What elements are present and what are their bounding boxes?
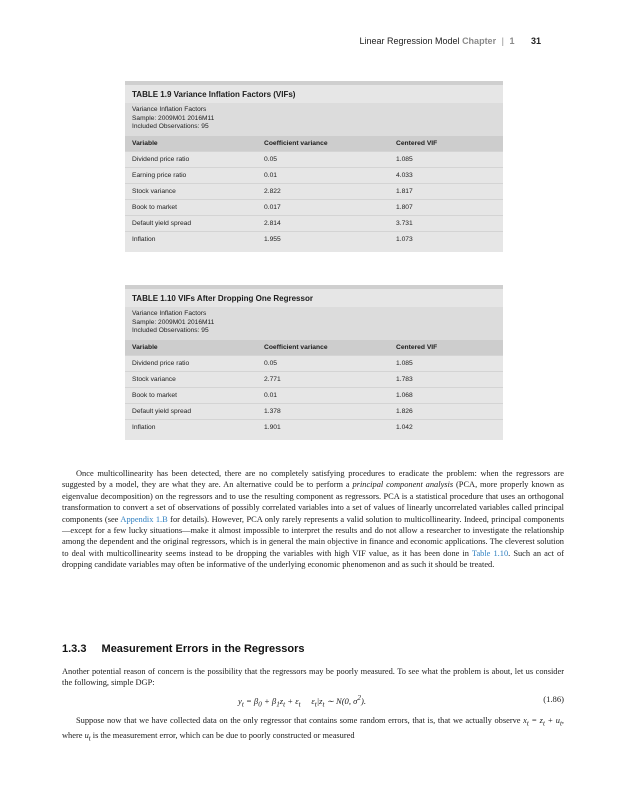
appendix-link[interactable]: Appendix 1.B: [120, 514, 168, 524]
table-cell: 0.01: [257, 167, 389, 183]
table-cell: Stock variance: [125, 183, 257, 199]
table-vif: [125, 81, 503, 252]
table-row: [125, 215, 503, 231]
paragraph-text: (PCA, more properly known as eigenvalue decomposition) on the regressors and to use the resulting component as regressors. PCA is a statistical procedure that uses an orthogonal transformation to convert a set of observations of possibly correlated variables into a set of values of linearly uncorrelated variables called principal components (see: [62, 480, 565, 524]
emphasis-text: principal component analysis: [352, 480, 454, 490]
table-header-row: [125, 136, 503, 152]
table-cell: Book to market: [125, 387, 257, 403]
table-row: [125, 183, 503, 199]
paragraph-multicollinearity: [62, 468, 564, 571]
paragraph-text: Suppose now that we have collected data on the only regressor that contains some random errors, that is, that we actually observe: [76, 716, 524, 725]
table-meta-line: Variance Inflation Factors: [132, 310, 207, 317]
column-header: Variable: [125, 340, 257, 356]
table-cell: 1.955: [257, 231, 389, 252]
column-header: Centered VIF: [389, 340, 503, 356]
table-cell: 4.033: [389, 167, 503, 183]
table-cell: 1.378: [257, 403, 389, 419]
table-cell: 1.068: [389, 387, 503, 403]
paragraph-measurement-error: [62, 715, 564, 745]
table-cell: 1.901: [257, 419, 389, 440]
table-cell: Inflation: [125, 231, 257, 252]
paragraph-dgp-intro: Another potential reason of concern is the possibility that the regressors may be poorly measured. To see what the problem is about, let us consider the following, simple DGP:: [62, 667, 564, 688]
body-paragraph: [62, 715, 564, 745]
table-label: TABLE 1.9: [132, 90, 172, 99]
paragraph-text: . Such an act of dropping candidate variables may often be informative of the underlying economic phenomenon and as such it should be treated.: [62, 548, 564, 570]
equation-expression: $y_t = \beta_0 + \beta_1z_t + \varepsilon_t$ $\varepsilon_t|z_t$ ∼ N(0, $\sigma^2$).: [238, 694, 366, 709]
table-cell: Book to market: [125, 199, 257, 215]
table-meta: [125, 307, 503, 340]
paragraph-text: is the measurement error, which can be due to poorly constructed or measured: [90, 731, 355, 741]
table-title: VIFs After Dropping One Regressor: [178, 294, 313, 303]
table-cell: 1.042: [389, 419, 503, 440]
table-meta-line: Sample: 2009M01 2016M11: [132, 114, 215, 122]
section-title: Measurement Errors in the Regressors: [101, 643, 305, 655]
table-cell: Dividend price ratio: [125, 355, 257, 371]
paragraph-text: for details). However, PCA only rarely represents a valid solution to multicollinearity. Indeed, principal components—except for a few lucky situations—make it almost impossible to interpret the results and do not allow a researcher to investigate the relationship among the dependent and the original regressors, which is in general the main objective in finance and economic applications. The cleverest solution to deal with multicollinearity seems instead to be dropping the variables with high VIF value, as it has been done in: [62, 514, 564, 558]
table-cell: 1.817: [389, 183, 503, 199]
table-cell: 0.05: [257, 355, 389, 371]
table-meta-line: Variance Inflation Factors: [132, 106, 207, 113]
table-row: [125, 151, 503, 167]
table-cell: Default yield spread: [125, 215, 257, 231]
running-head-chapter-number: 1: [509, 36, 515, 46]
table-link[interactable]: Table 1.10: [471, 548, 509, 558]
table-cell: 0.05: [257, 151, 389, 167]
table-title: Variance Inflation Factors (VIFs): [173, 90, 296, 99]
column-header: Centered VIF: [389, 136, 503, 152]
table-cell: Stock variance: [125, 371, 257, 387]
body-paragraph: [62, 468, 564, 571]
table-cell: 0.01: [257, 387, 389, 403]
inline-math: $x_t = z_t + u_t$: [523, 716, 562, 728]
page-number: 31: [530, 36, 541, 46]
table-header-row: [125, 340, 503, 356]
table-cell: Earning price ratio: [125, 167, 257, 183]
table-cell: 1.807: [389, 199, 503, 215]
running-head-separator: |: [501, 36, 504, 46]
table-row: [125, 387, 503, 403]
table-meta-line: Included Observations: 95: [132, 327, 209, 334]
table-cell: Inflation: [125, 419, 257, 440]
table-caption: [125, 289, 503, 307]
section-heading: [62, 643, 305, 655]
column-header: Variable: [125, 136, 257, 152]
table-cell: 1.783: [389, 371, 503, 387]
table-cell: 1.073: [389, 231, 503, 252]
table-cell: 1.085: [389, 355, 503, 371]
table-cell: 1.826: [389, 403, 503, 419]
table-cell: Default yield spread: [125, 403, 257, 419]
table-cell: Dividend price ratio: [125, 151, 257, 167]
table-meta-line: Included Observations: 95: [132, 123, 209, 130]
section-number: 1.3.3: [62, 643, 87, 655]
inline-math: $u_t$: [84, 731, 91, 743]
table-row: [125, 231, 503, 252]
body-paragraph: [62, 666, 564, 689]
equation-number: (1.86): [543, 694, 564, 704]
table-row: [125, 355, 503, 371]
table-caption: [125, 85, 503, 103]
table-row: [125, 371, 503, 387]
paragraph-text: Once multicollinearity has been detected, there are no completely satisfying procedures to eradicate the problem: when the regressors are suggested by a model, they are what they are. An alternative could be to perform a: [62, 469, 564, 490]
column-header: Coefficient variance: [257, 340, 389, 356]
table-row: [125, 403, 503, 419]
table-cell: 1.085: [389, 151, 503, 167]
table-row: [125, 199, 503, 215]
paragraph-text: , where: [62, 716, 564, 741]
table-cell: 3.731: [389, 215, 503, 231]
table-grid: [125, 136, 503, 252]
table-row: [125, 419, 503, 440]
running-head: [359, 36, 541, 46]
running-head-title: Linear Regression Model: [359, 36, 460, 46]
table-cell: 2.814: [257, 215, 389, 231]
table-grid: [125, 340, 503, 440]
table-cell: 2.822: [257, 183, 389, 199]
table-cell: 0.017: [257, 199, 389, 215]
table-meta: [125, 103, 503, 136]
running-head-chapter: Chapter: [462, 36, 497, 46]
table-vif-dropped: [125, 285, 503, 440]
table-label: TABLE 1.10: [132, 294, 176, 303]
table-cell: 2.771: [257, 371, 389, 387]
table-meta-line: Sample: 2009M01 2016M11: [132, 318, 215, 326]
table-row: [125, 167, 503, 183]
column-header: Coefficient variance: [257, 136, 389, 152]
